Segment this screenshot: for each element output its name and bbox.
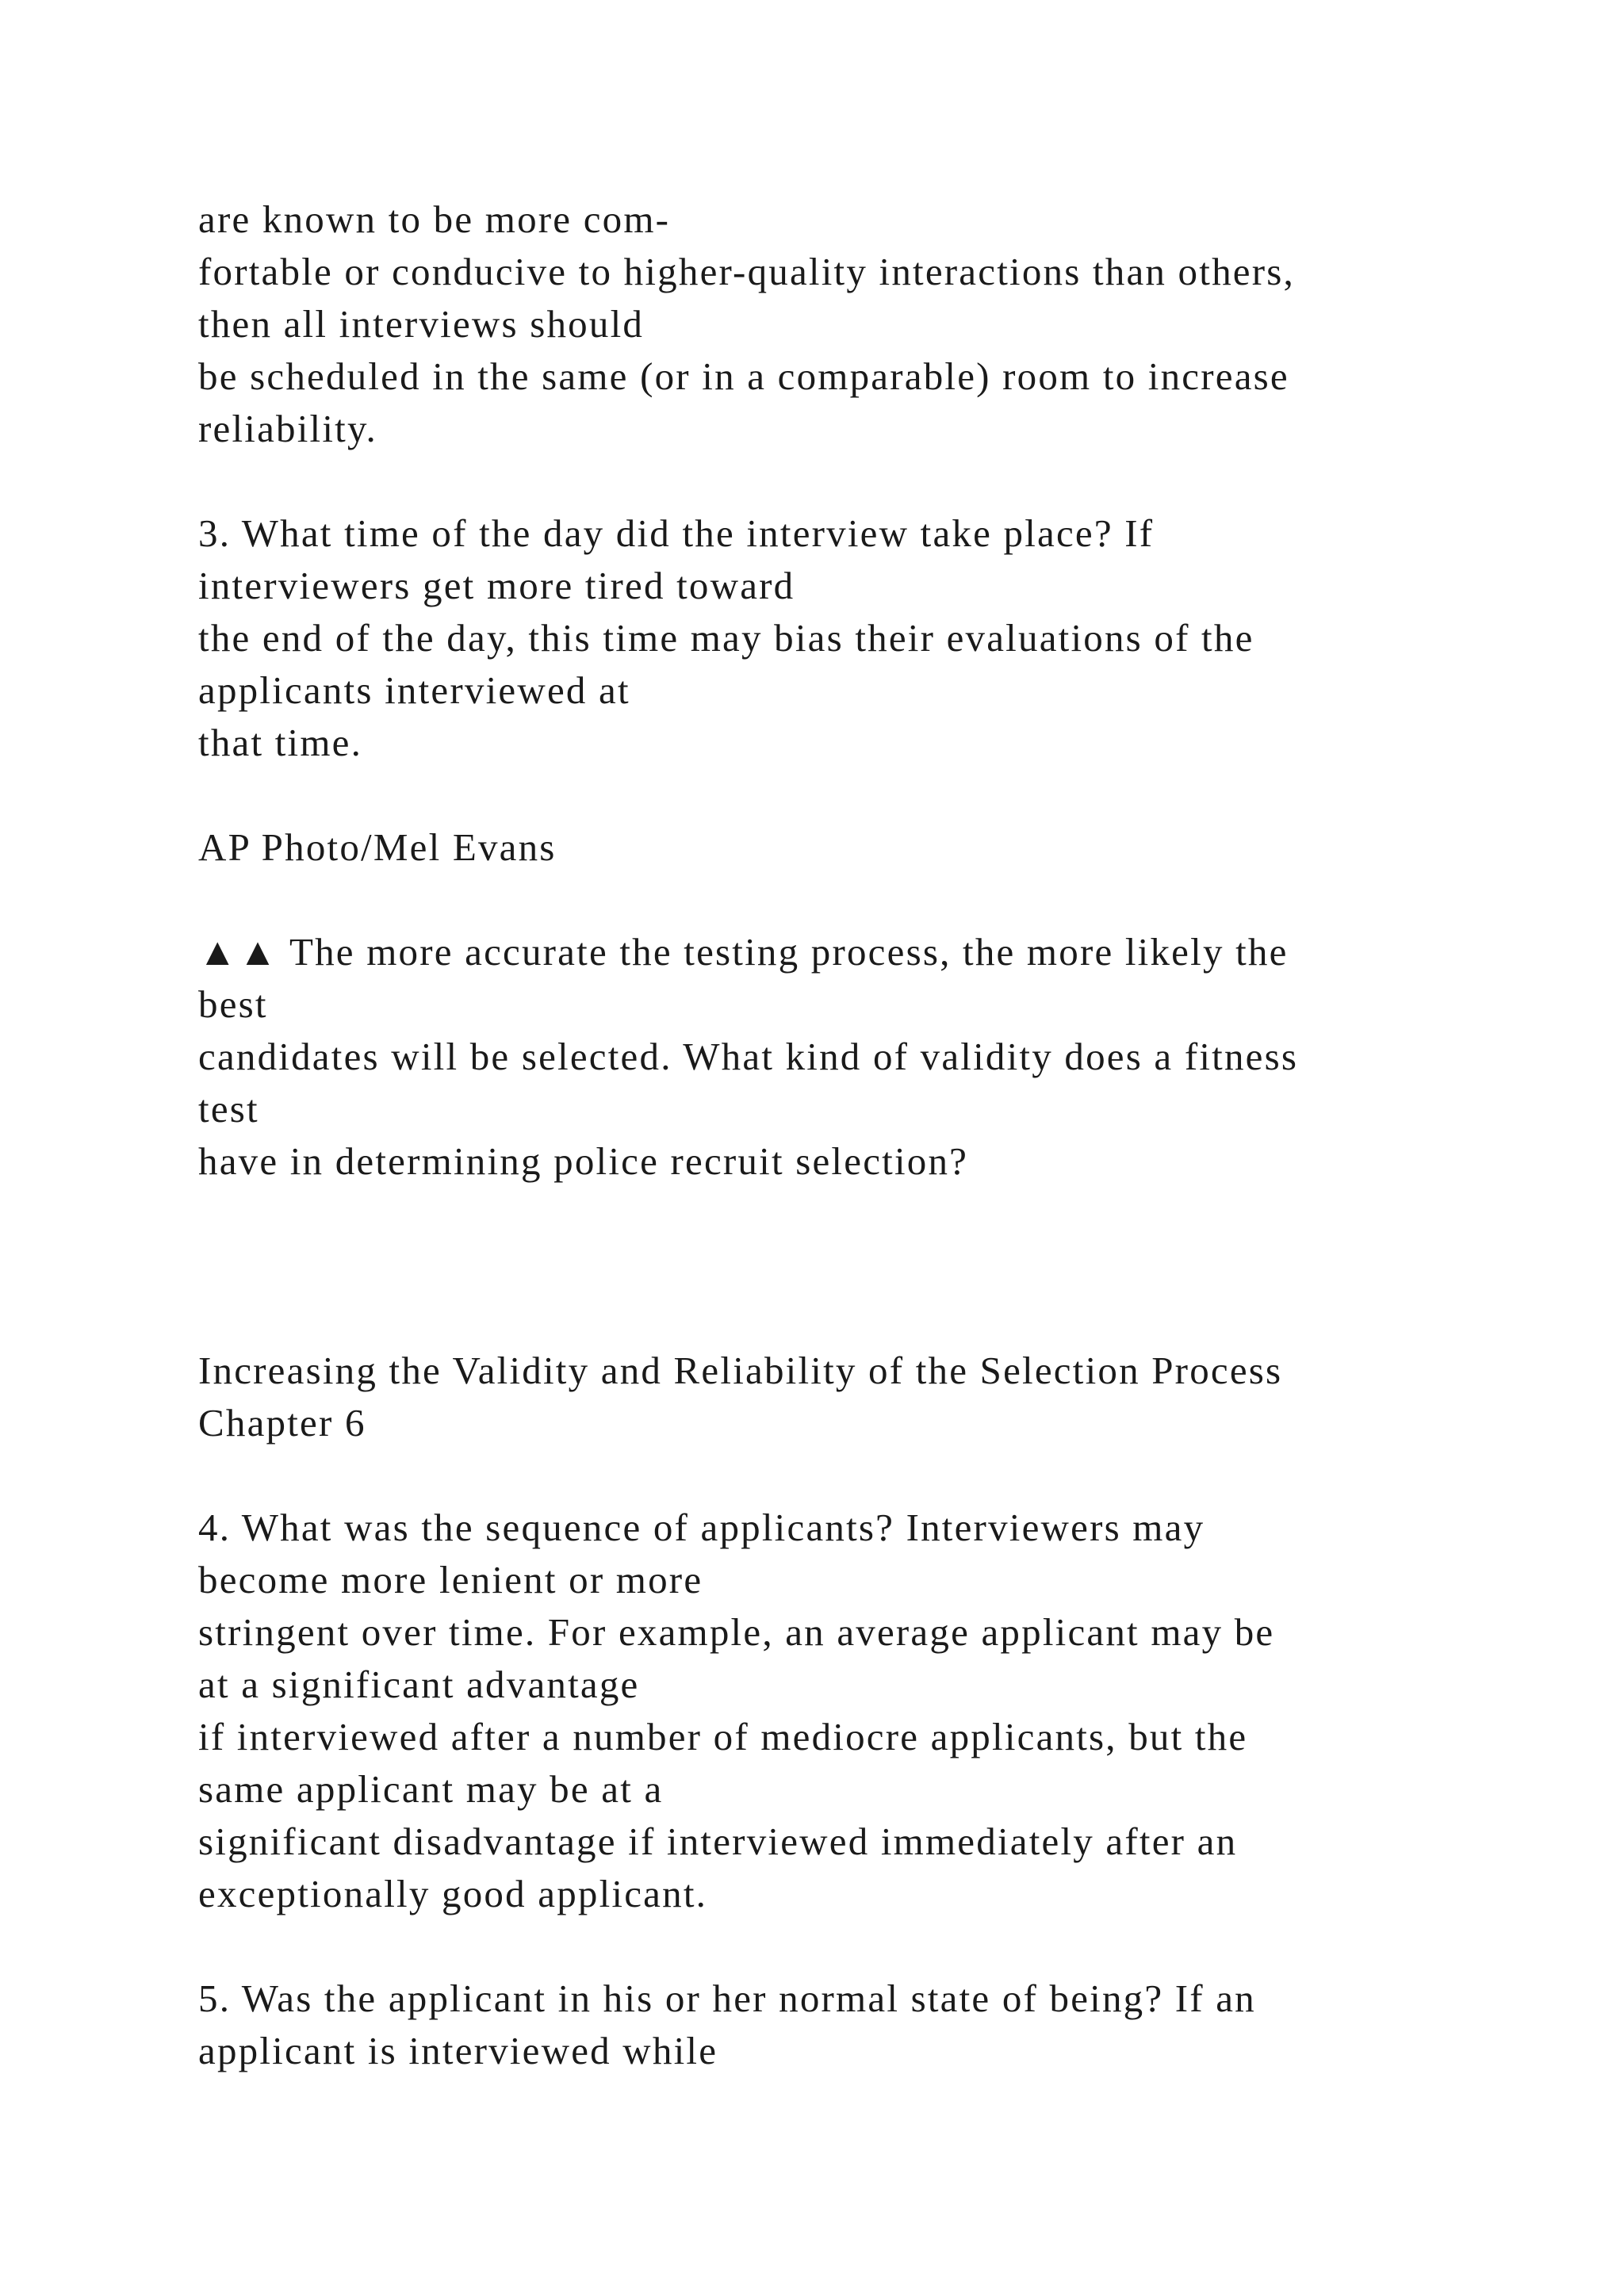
paragraph-time-of-day: [198, 507, 1546, 769]
text-line: be scheduled in the same (or in a comparable) room to increase: [198, 354, 1289, 398]
text-line: that time.: [198, 721, 363, 764]
text-line: 4. What was the sequence of applicants? Interviewers may: [198, 1506, 1205, 1549]
text-line: fortable or conducive to higher-quality interactions than others,: [198, 250, 1295, 293]
text-line: then all interviews should: [198, 302, 645, 346]
paragraph-gap: [198, 769, 1546, 821]
running-header-chapter: Chapter 6: [198, 1401, 366, 1445]
text-line: the end of the day, this time may bias their evaluations of the: [198, 616, 1254, 660]
section-gap: [198, 1188, 1546, 1345]
paragraph-gap: [198, 1449, 1546, 1502]
text-line: are known to be more com-: [198, 197, 671, 241]
text-line: applicant is interviewed while: [198, 2029, 718, 2072]
caption-line: ▲▲ The more accurate the testing process, the more likely the: [198, 930, 1289, 974]
paragraph-sequence-of-applicants: [198, 1502, 1546, 1920]
paragraph-gap: [198, 874, 1546, 926]
paragraph-room-reliability: [198, 193, 1546, 455]
caption-line: test: [198, 1087, 259, 1131]
paragraph-gap: [198, 1920, 1546, 1973]
text-line: stringent over time. For example, an average applicant may be: [198, 1610, 1275, 1654]
text-line: reliability.: [198, 407, 377, 450]
text-line: 3. What time of the day did the interview take place? If: [198, 511, 1155, 555]
text-line: exceptionally good applicant.: [198, 1872, 708, 1915]
caption-line: candidates will be selected. What kind of validity does a fitness: [198, 1035, 1299, 1078]
text-line: applicants interviewed at: [198, 668, 630, 712]
text-line: at a significant advantage: [198, 1663, 640, 1706]
caption-line: best: [198, 982, 268, 1026]
photo-caption: [198, 926, 1546, 1188]
paragraph-gap: [198, 455, 1546, 507]
text-line: 5. Was the applicant in his or her normal state of being? If an: [198, 1976, 1256, 2020]
running-header: [198, 1345, 1546, 1449]
text-line: become more lenient or more: [198, 1558, 703, 1601]
running-header-title: Increasing the Validity and Reliability of the Selection Process: [198, 1349, 1283, 1392]
caption-line: have in determining police recruit selection?: [198, 1139, 969, 1183]
text-line: same applicant may be at a: [198, 1767, 664, 1811]
text-line: significant disadvantage if interviewed immediately after an: [198, 1820, 1238, 1863]
photo-credit: AP Photo/Mel Evans: [198, 825, 557, 869]
text-line: if interviewed after a number of mediocre applicants, but the: [198, 1715, 1248, 1758]
text-line: interviewers get more tired toward: [198, 564, 795, 607]
paragraph-normal-state: [198, 1973, 1546, 2077]
document-body: [198, 193, 1546, 2077]
